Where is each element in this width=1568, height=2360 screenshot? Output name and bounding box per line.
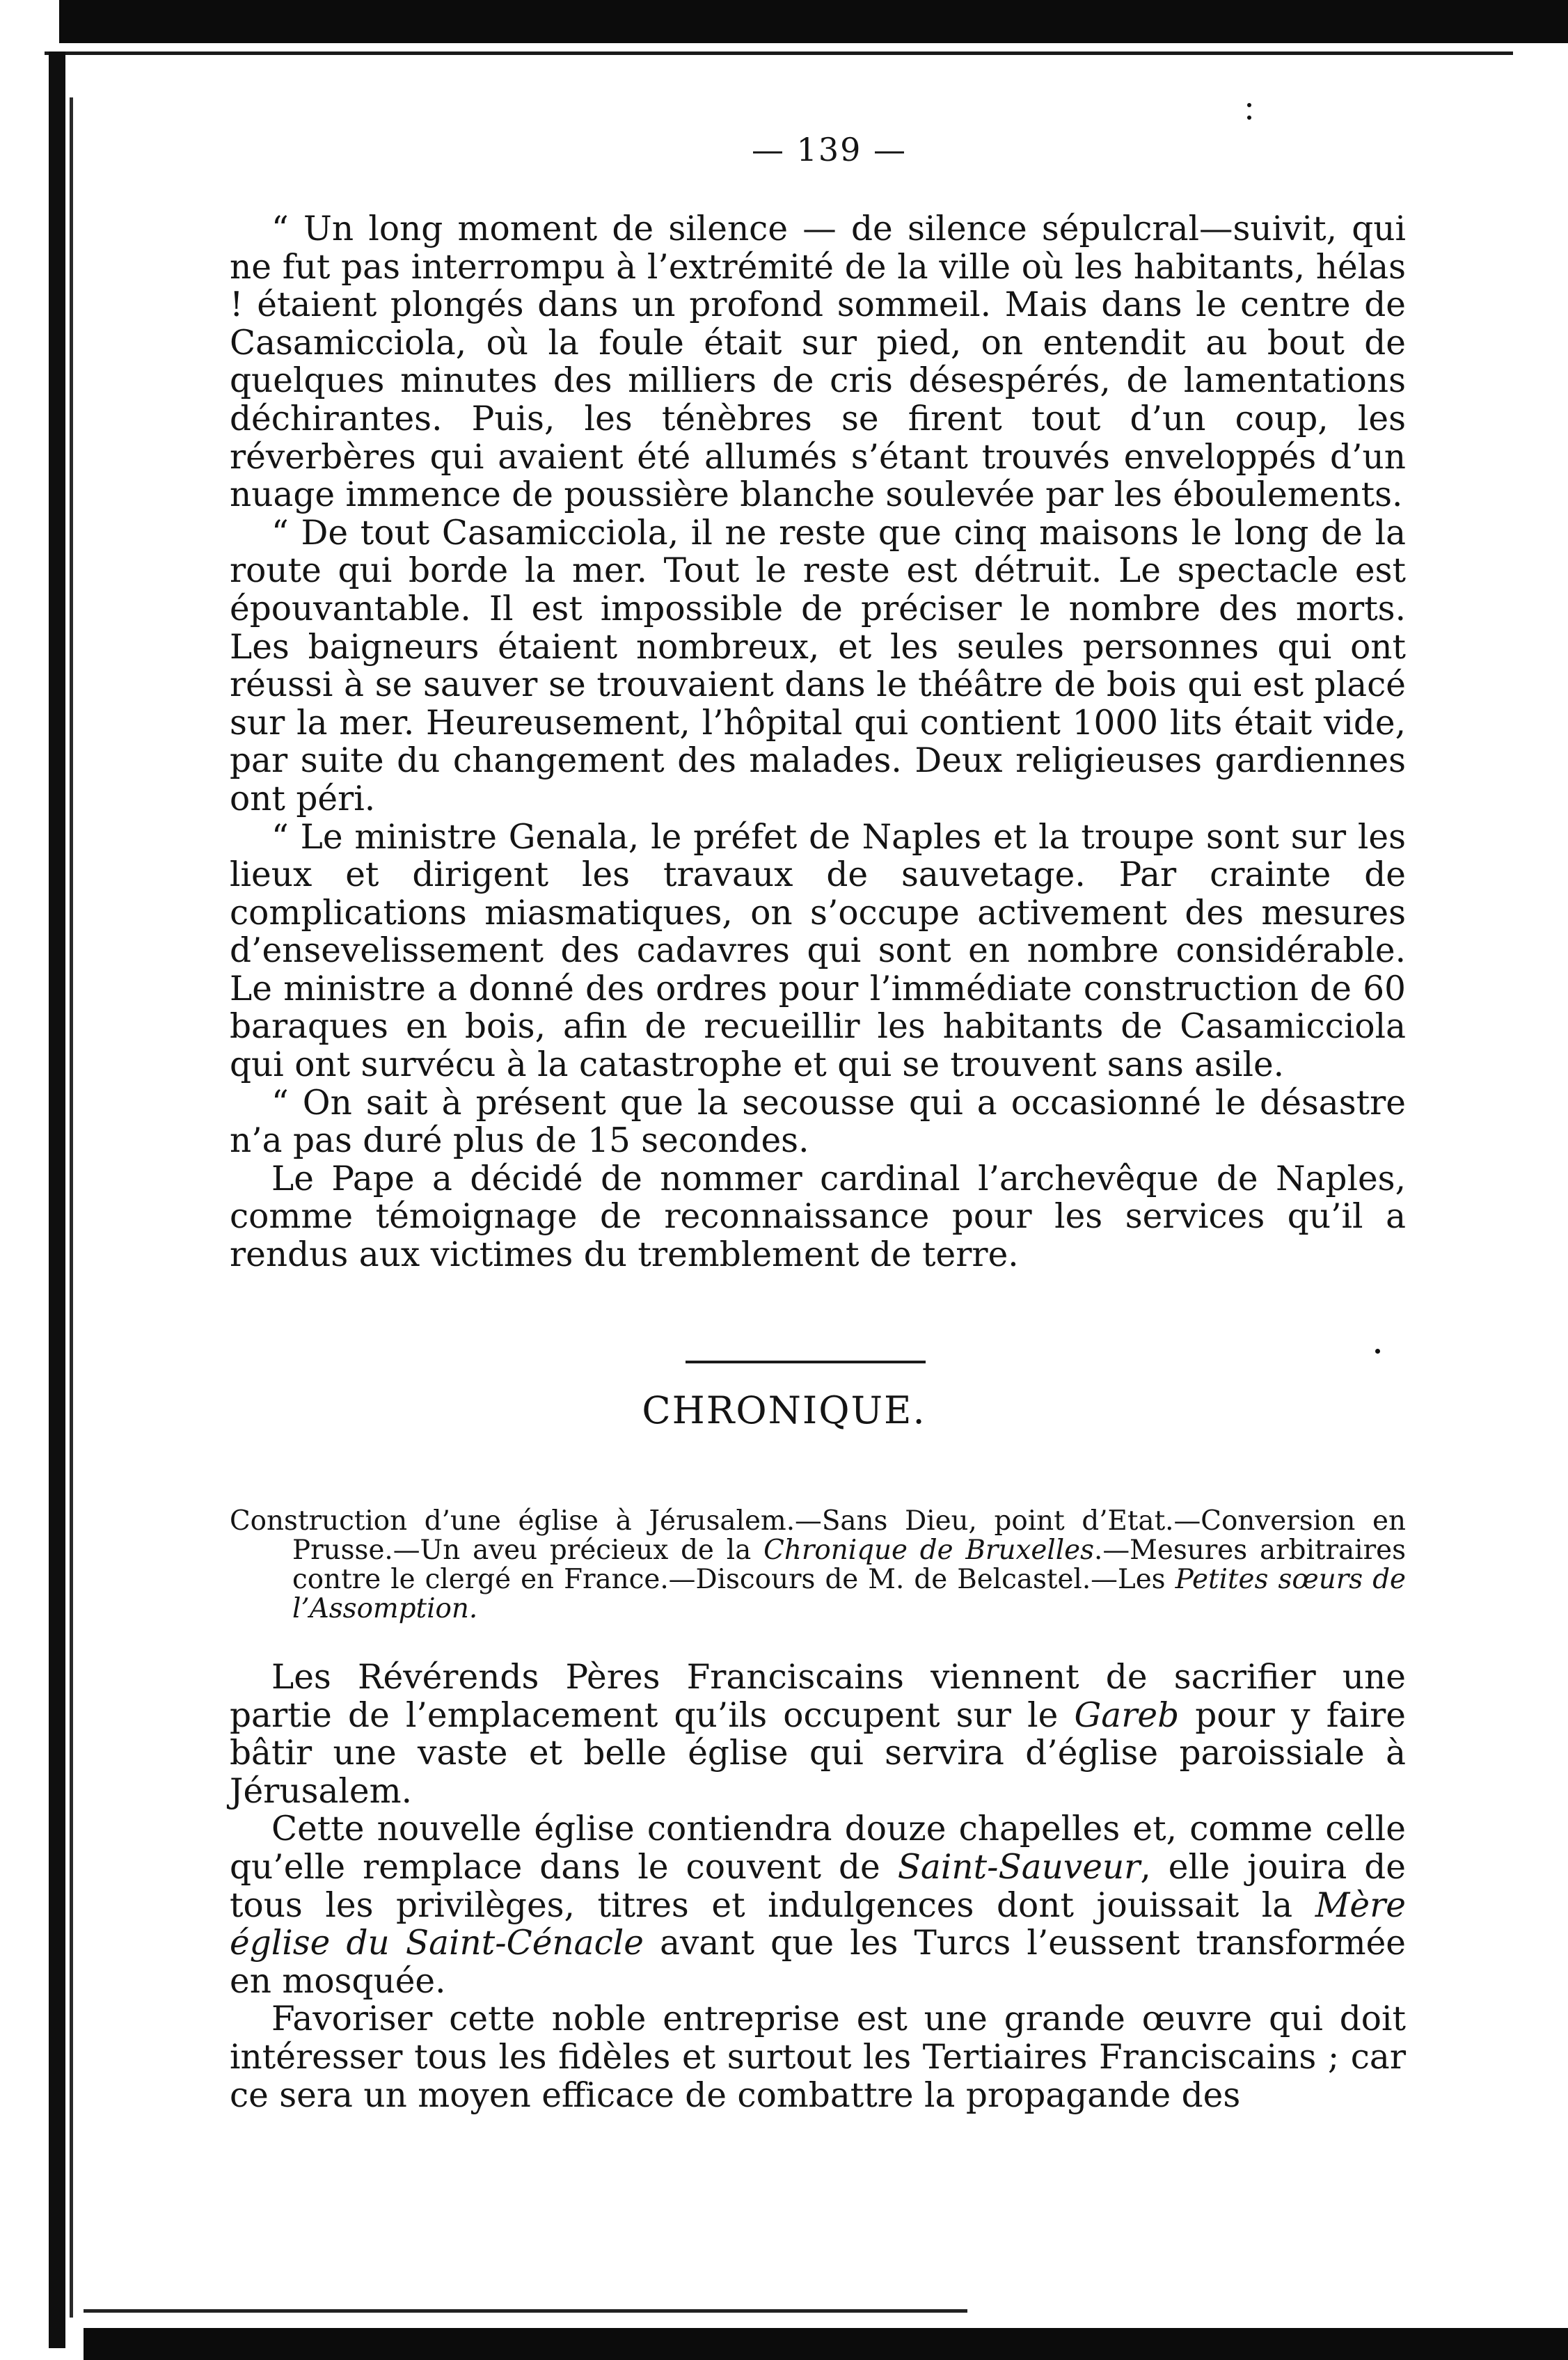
- paragraph-text: Cette nouvelle église contiendra douze chapelles et, comme celle qu’elle remplace dans le couvent de: [230, 1809, 1406, 1887]
- paragraph-italic: Mère église du Saint-Cénacle: [230, 1885, 1406, 1963]
- section-divider: [686, 1361, 926, 1363]
- article-body: [230, 210, 1406, 1274]
- summary-text: .—Mesures arbitraires contre le clergé en France.—Discours de M. de Belcastel.—Les: [292, 1535, 1406, 1595]
- article-paragraph: “ De tout Casamicciola, il ne reste que cinq maisons le long de la route qui borde la mer. Tout le reste est détruit. Le spectacle est épouvantable. Il est impossible de préciser le nombre des morts. Les baigneurs étaient nombreux, et les seules personnes qui ont réussi à se sauver se trouvaient dans le théâtre de bois qui est placé sur la mer. Heureusement, l’hôpital qui contient 1000 lits était vide, par suite du changement des malades. Deux religieuses gardiennes ont péri.: [230, 513, 1406, 818]
- ink-speck: [1247, 116, 1251, 120]
- paragraph-italic: Saint-Sauveur: [897, 1847, 1141, 1887]
- summary-italic: Chronique de Bruxelles: [763, 1535, 1094, 1566]
- page-number: — 139 —: [752, 131, 908, 168]
- chronique-body: [230, 1658, 1406, 2114]
- article-paragraph: “ Le ministre Genala, le préfet de Naples et la troupe sont sur les lieux et dirigent les travaux de sauvetage. Par crainte de complications miasmatiques, on s’occupe activement des mesures d’ensevelissement des cadavres qui sont en nombre considérable. Le ministre a donné des ordres pour l’immédiate construction de 60 baraques en bois, afin de recueillir les habitants de Casamicciola qui ont survécu à la catastrophe et qui se trouvent sans asile.: [230, 817, 1406, 1085]
- article-paragraph: “ Un long moment de silence — de silence sépulcral—suivit, qui ne fut pas interrompu à l’extrémité de la ville où les habitants, hélas ! étaient plongés dans un profond sommeil. Mais dans le centre de Casamicciola, où la foule était sur pied, on entendit au bout de quelques minutes des milliers de cris désespérés, de lamentations déchirantes. Puis, les ténèbres se firent tout d’un coup, les réverbères qui avaient été allumés s’étant trouvés enveloppés d’un nuage immence de poussière blanche soulevée par les éboulements.: [230, 209, 1406, 515]
- section-title: CHRONIQUE.: [642, 1388, 926, 1432]
- ink-speck: [1247, 103, 1251, 107]
- scan-left-border: [49, 52, 65, 2348]
- paragraph-italic: Gareb: [1074, 1695, 1180, 1735]
- article-paragraph: “ On sait à présent que la secousse qui a occasionné le désastre n’a pas duré plus de 15 secondes.: [230, 1083, 1406, 1161]
- chronique-paragraph: [230, 1658, 1406, 1810]
- paragraph-text: avant que les Turcs l’eussent transformée en mosquée.: [230, 1924, 1406, 2001]
- scan-top-border: [59, 0, 1568, 43]
- scan-top-rule: [45, 52, 1513, 55]
- scan-left-edge: [70, 97, 73, 2318]
- article-paragraph: Le Pape a décidé de nommer cardinal l’archevêque de Naples, comme témoignage de reconnaissance pour les services qu’il a rendus aux victimes du tremblement de terre.: [230, 1159, 1406, 1275]
- scan-bottom-border: [84, 2328, 1568, 2360]
- paragraph-text: , elle jouira de tous les privilèges, titres et indulgences dont jouissait la: [230, 1847, 1406, 1925]
- section-summary: [230, 1507, 1406, 1624]
- scan-bottom-rule: [84, 2309, 967, 2313]
- chronique-paragraph: [230, 1810, 1406, 2000]
- summary-italic: Petites sœurs de l’Assomption.: [292, 1564, 1406, 1624]
- paragraph-text: pour y faire bâtir une vaste et belle église qui servira d’église paroissiale à Jérusalem.: [230, 1695, 1406, 1811]
- ink-speck: [1375, 1349, 1380, 1354]
- summary-text: Construction d’une église à Jérusalem.—Sans Dieu, point d’Etat.—Conversion en Prusse.—Un aveu précieux de la: [230, 1505, 1406, 1566]
- paragraph-text: Les Révérends Pères Franciscains viennent de sacrifier une partie de l’emplacement qu’ils occupent sur le: [230, 1658, 1406, 1735]
- chronique-paragraph: Favoriser cette noble entreprise est une grande œuvre qui doit intéresser tous les fidèles et surtout les Tertiaires Franciscains ; car ce sera un moyen efficace de combattre la propagande des: [230, 1999, 1406, 2115]
